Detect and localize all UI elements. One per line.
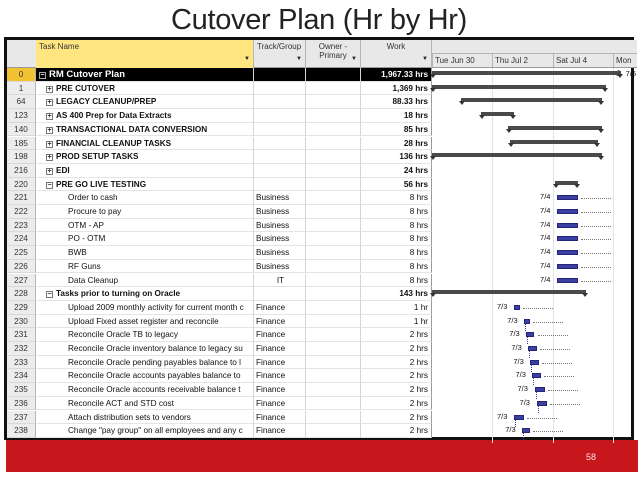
task-name: AS 400 Prep for Data Extracts bbox=[56, 111, 172, 121]
task-name-cell[interactable] bbox=[36, 178, 254, 192]
task-owner[interactable] bbox=[306, 123, 361, 137]
task-track-group[interactable] bbox=[254, 95, 306, 109]
task-track-group[interactable]: Finance bbox=[254, 411, 306, 425]
bar-date-label: 7/3 bbox=[505, 425, 516, 435]
task-name: Tasks prior to turning on Oracle bbox=[56, 289, 181, 299]
bar-date-label: 7/4 bbox=[540, 206, 551, 215]
summary-bar[interactable] bbox=[432, 85, 606, 89]
task-name-cell[interactable] bbox=[36, 95, 254, 109]
task-name: Reconcile Oracle pending payables balance to l bbox=[68, 357, 241, 367]
task-name: Data Cleanup bbox=[68, 275, 119, 285]
task-name-cell[interactable] bbox=[36, 287, 254, 301]
task-owner[interactable] bbox=[306, 205, 361, 219]
task-work[interactable]: 143 hrs bbox=[361, 287, 432, 301]
task-id: 232 bbox=[7, 342, 36, 356]
task-work[interactable]: 136 hrs bbox=[361, 150, 432, 164]
task-track-group[interactable] bbox=[254, 109, 306, 123]
task-track-group[interactable]: Finance bbox=[254, 315, 306, 329]
task-name-cell[interactable] bbox=[36, 150, 254, 164]
slide-title: Cutover Plan (Hr by Hr) bbox=[170, 4, 468, 36]
task-work[interactable]: 1 hr bbox=[361, 315, 432, 329]
resource-leader-line bbox=[523, 308, 553, 309]
collapse-icon[interactable]: − bbox=[47, 181, 52, 189]
task-work[interactable]: 2 hrs bbox=[361, 397, 432, 411]
task-name-cell[interactable] bbox=[36, 137, 254, 151]
task-name: Reconcile Oracle accounts receivable balance t bbox=[68, 385, 241, 395]
task-bar[interactable] bbox=[557, 250, 578, 255]
resource-leader-line bbox=[540, 349, 570, 350]
footer-band bbox=[6, 440, 638, 472]
task-work[interactable]: 88.33 hrs bbox=[361, 95, 432, 109]
task-track-group[interactable]: Business bbox=[254, 219, 306, 233]
resource-leader-line bbox=[548, 390, 578, 391]
bar-date-label: 7/4 bbox=[540, 247, 551, 257]
bar-date-label: 7/4 bbox=[540, 219, 551, 229]
task-work[interactable]: 8 hrs bbox=[361, 205, 432, 219]
task-id: 233 bbox=[7, 356, 36, 370]
task-id: 198 bbox=[7, 150, 36, 164]
task-track-group[interactable] bbox=[254, 164, 306, 178]
task-name: EDI bbox=[56, 165, 70, 175]
task-track-group[interactable]: Finance bbox=[254, 342, 306, 356]
expand-icon[interactable]: + bbox=[47, 140, 52, 148]
task-id: 234 bbox=[7, 369, 36, 383]
task-owner[interactable] bbox=[306, 137, 361, 151]
task-name-cell[interactable] bbox=[36, 68, 254, 82]
resource-leader-line bbox=[538, 335, 568, 336]
expand-icon[interactable]: + bbox=[47, 85, 52, 93]
task-id: 235 bbox=[7, 383, 36, 397]
timeline-week-label: Sat Jul 4 bbox=[553, 53, 613, 67]
resource-leader-line bbox=[527, 418, 557, 419]
task-track-group[interactable] bbox=[254, 178, 306, 192]
bar-date-label: 7/3 bbox=[517, 384, 528, 394]
task-id: 225 bbox=[7, 246, 36, 260]
task-id: 222 bbox=[7, 205, 36, 219]
task-owner[interactable] bbox=[306, 397, 361, 411]
task-track-group[interactable]: Finance bbox=[254, 328, 306, 342]
task-id: 1 bbox=[7, 82, 36, 96]
task-track-group[interactable]: Business bbox=[254, 260, 306, 274]
task-bar[interactable] bbox=[557, 195, 578, 200]
task-track-group[interactable] bbox=[254, 82, 306, 96]
summary-bar[interactable] bbox=[510, 140, 598, 144]
column-header-track-group[interactable] bbox=[254, 40, 306, 68]
summary-bar[interactable] bbox=[432, 71, 621, 75]
column-header-task-name-label: Task Name bbox=[39, 42, 80, 51]
resource-leader-line bbox=[581, 226, 611, 227]
timeline-week-label: Mon bbox=[613, 53, 637, 67]
task-work[interactable]: 2 hrs bbox=[361, 342, 432, 356]
task-track-group[interactable] bbox=[254, 287, 306, 301]
task-bar[interactable] bbox=[557, 223, 578, 228]
timeline-week-label: Thu Jul 2 bbox=[492, 53, 553, 67]
task-name-cell[interactable] bbox=[36, 232, 254, 246]
task-id: 123 bbox=[7, 109, 36, 123]
task-work[interactable]: 28 hrs bbox=[361, 137, 432, 151]
task-name-cell[interactable] bbox=[36, 82, 254, 96]
task-track-group[interactable]: Finance bbox=[254, 424, 306, 438]
resource-leader-line bbox=[550, 404, 580, 405]
task-track-group[interactable]: Finance bbox=[254, 397, 306, 411]
task-track-group[interactable]: IT bbox=[254, 274, 306, 288]
task-bar[interactable] bbox=[537, 401, 547, 406]
resource-leader-line bbox=[533, 322, 563, 323]
task-bar[interactable] bbox=[524, 319, 530, 324]
task-work[interactable]: 8 hrs bbox=[361, 191, 432, 205]
task-track-group[interactable]: Finance bbox=[254, 383, 306, 397]
task-work[interactable]: 8 hrs bbox=[361, 260, 432, 274]
task-work[interactable]: 8 hrs bbox=[361, 219, 432, 233]
task-track-group[interactable] bbox=[254, 150, 306, 164]
expand-icon[interactable]: + bbox=[47, 113, 52, 121]
task-name-cell[interactable] bbox=[36, 123, 254, 137]
resource-leader-line bbox=[581, 239, 611, 240]
task-id: 224 bbox=[7, 232, 36, 246]
task-bar[interactable] bbox=[532, 373, 540, 378]
summary-bar[interactable] bbox=[432, 290, 586, 294]
task-work[interactable]: 24 hrs bbox=[361, 164, 432, 178]
task-bar[interactable] bbox=[526, 332, 534, 337]
column-header-track-group-label: Track/Group bbox=[257, 42, 302, 51]
resource-leader-line bbox=[581, 281, 611, 282]
task-name: Procure to pay bbox=[68, 207, 122, 216]
task-owner[interactable] bbox=[306, 232, 361, 246]
dependency-line bbox=[538, 405, 539, 413]
task-owner[interactable] bbox=[306, 328, 361, 342]
task-owner[interactable] bbox=[306, 164, 361, 178]
task-name: Change "pay group" on all employees and any c bbox=[68, 426, 243, 436]
task-name-cell[interactable] bbox=[36, 246, 254, 260]
task-name-cell[interactable] bbox=[36, 315, 254, 329]
task-name-cell[interactable] bbox=[36, 191, 254, 205]
task-id: 227 bbox=[7, 274, 36, 288]
task-bar[interactable] bbox=[557, 264, 578, 269]
task-owner[interactable] bbox=[306, 287, 361, 301]
task-work[interactable]: 2 hrs bbox=[361, 411, 432, 425]
expand-icon[interactable]: + bbox=[47, 167, 52, 175]
task-owner[interactable] bbox=[306, 95, 361, 109]
summary-bar[interactable] bbox=[481, 112, 514, 116]
task-name: Upload 2009 monthly activity for current month c bbox=[68, 302, 244, 312]
gantt-view bbox=[4, 37, 637, 440]
task-id: 230 bbox=[7, 315, 36, 329]
bar-date-label: 7/3 bbox=[515, 370, 526, 380]
bar-date-label: 7/4 bbox=[540, 192, 551, 202]
summary-bar[interactable] bbox=[432, 153, 602, 157]
column-header-work-label: Work bbox=[386, 42, 406, 51]
task-id: 140 bbox=[7, 123, 36, 137]
task-name: FINANCIAL CLEANUP TASKS bbox=[56, 138, 172, 148]
bar-date-label: 7/4 bbox=[540, 260, 551, 270]
summary-bar[interactable] bbox=[555, 181, 578, 185]
task-name-cell[interactable] bbox=[36, 369, 254, 383]
task-name: Order to cash bbox=[68, 193, 118, 203]
summary-bar[interactable] bbox=[461, 98, 602, 102]
task-work[interactable]: 8 hrs bbox=[361, 274, 432, 288]
resource-leader-line bbox=[544, 376, 574, 377]
dependency-line bbox=[525, 323, 526, 331]
task-owner[interactable] bbox=[306, 356, 361, 370]
task-name: PO - OTM bbox=[68, 234, 106, 244]
resource-leader-line bbox=[533, 431, 563, 432]
bar-date-label: 7/5 bbox=[625, 69, 637, 78]
task-name: PROD SETUP TASKS bbox=[56, 152, 139, 162]
task-owner[interactable] bbox=[306, 301, 361, 315]
task-work[interactable]: 2 hrs bbox=[361, 424, 432, 438]
task-work[interactable]: 2 hrs bbox=[361, 328, 432, 342]
task-name-cell[interactable] bbox=[36, 328, 254, 342]
column-header-work[interactable] bbox=[361, 40, 432, 68]
task-work[interactable]: 18 hrs bbox=[361, 109, 432, 123]
dependency-line bbox=[533, 377, 534, 385]
bar-date-label: 7/4 bbox=[540, 274, 551, 284]
task-work[interactable]: 2 hrs bbox=[361, 369, 432, 383]
task-name: BWB bbox=[68, 248, 87, 258]
task-id: 185 bbox=[7, 137, 36, 151]
task-name: Reconcile Oracle TB to legacy bbox=[68, 330, 178, 340]
chevron-down-icon[interactable]: ▼ bbox=[244, 56, 250, 62]
dependency-line bbox=[536, 391, 537, 399]
collapse-icon[interactable]: − bbox=[47, 291, 52, 299]
task-id: 220 bbox=[7, 178, 36, 192]
task-id: 238 bbox=[7, 424, 36, 438]
gantt-chart-area bbox=[432, 68, 637, 443]
column-header-owner-primary[interactable] bbox=[306, 40, 361, 68]
chevron-down-icon[interactable]: ▼ bbox=[351, 56, 357, 62]
task-track-group[interactable]: Business bbox=[254, 232, 306, 246]
timeline-week-label: Tue Jun 30 bbox=[432, 53, 492, 67]
task-id: 236 bbox=[7, 397, 36, 411]
task-id: 229 bbox=[7, 301, 36, 315]
resource-leader-line bbox=[542, 363, 572, 364]
task-work[interactable]: 8 hrs bbox=[361, 232, 432, 246]
task-work[interactable]: 56 hrs bbox=[361, 178, 432, 192]
task-name-cell[interactable] bbox=[36, 219, 254, 233]
task-name-cell[interactable] bbox=[36, 109, 254, 123]
task-track-group[interactable] bbox=[254, 68, 306, 82]
task-name-cell[interactable] bbox=[36, 164, 254, 178]
task-name: Upload Fixed asset register and reconcile bbox=[68, 316, 219, 326]
task-name-cell[interactable] bbox=[36, 356, 254, 370]
resource-leader-line bbox=[581, 253, 611, 254]
task-name: PRE CUTOVER bbox=[56, 83, 115, 93]
task-work[interactable]: 85 hrs bbox=[361, 123, 432, 137]
task-name-cell[interactable] bbox=[36, 260, 254, 274]
task-owner[interactable] bbox=[306, 219, 361, 233]
expand-icon[interactable]: + bbox=[47, 154, 52, 162]
column-header-row bbox=[7, 40, 637, 68]
bar-date-label: 7/4 bbox=[540, 233, 551, 243]
column-header-task-name[interactable] bbox=[36, 40, 254, 68]
timeline-gridline bbox=[492, 68, 493, 443]
task-owner[interactable] bbox=[306, 424, 361, 438]
slide-number: 58 bbox=[586, 452, 597, 462]
task-id: 64 bbox=[7, 95, 36, 109]
column-header-owner-primary-label: Owner - Primary bbox=[318, 42, 348, 60]
task-name: PRE GO LIVE TESTING bbox=[56, 179, 147, 189]
task-bar[interactable] bbox=[530, 360, 538, 365]
task-name-cell[interactable] bbox=[36, 424, 254, 438]
expand-icon[interactable]: + bbox=[47, 126, 52, 134]
task-bar[interactable] bbox=[557, 209, 578, 214]
task-track-group[interactable]: Finance bbox=[254, 356, 306, 370]
dependency-line bbox=[529, 350, 530, 358]
task-owner[interactable] bbox=[306, 246, 361, 260]
task-name: LEGACY CLEANUP/PREP bbox=[56, 97, 157, 107]
bar-date-label: 7/3 bbox=[513, 356, 524, 366]
task-owner[interactable] bbox=[306, 260, 361, 274]
task-bar[interactable] bbox=[557, 236, 578, 241]
bar-date-label: 7/3 bbox=[509, 329, 520, 339]
task-owner[interactable] bbox=[306, 68, 361, 82]
resource-leader-line bbox=[581, 198, 611, 199]
task-id: 237 bbox=[7, 411, 36, 425]
bar-date-label: 7/3 bbox=[507, 315, 518, 325]
task-id: 221 bbox=[7, 191, 36, 205]
bar-date-label: 7/3 bbox=[497, 301, 508, 311]
task-bar[interactable] bbox=[528, 346, 536, 351]
task-name-cell[interactable] bbox=[36, 397, 254, 411]
task-name-cell[interactable] bbox=[36, 205, 254, 219]
task-track-group[interactable]: Finance bbox=[254, 369, 306, 383]
task-owner[interactable] bbox=[306, 315, 361, 329]
task-track-group[interactable]: Business bbox=[254, 205, 306, 219]
task-id: 231 bbox=[7, 328, 36, 342]
task-name: TRANSACTIONAL DATA CONVERSION bbox=[56, 124, 208, 134]
task-owner[interactable] bbox=[306, 191, 361, 205]
task-track-group[interactable] bbox=[254, 123, 306, 137]
task-work[interactable]: 2 hrs bbox=[361, 383, 432, 397]
task-id: 0 bbox=[7, 68, 36, 82]
task-bar[interactable] bbox=[522, 428, 530, 433]
task-bar[interactable] bbox=[514, 415, 524, 420]
task-owner[interactable] bbox=[306, 383, 361, 397]
task-bar[interactable] bbox=[535, 387, 545, 392]
task-name-cell[interactable] bbox=[36, 383, 254, 397]
task-id: 223 bbox=[7, 219, 36, 233]
task-name: Reconcile Oracle accounts payables balance to bbox=[68, 371, 241, 381]
task-track-group[interactable]: Business bbox=[254, 246, 306, 260]
bar-date-label: 7/3 bbox=[511, 343, 522, 352]
task-id: 216 bbox=[7, 164, 36, 178]
task-track-group[interactable] bbox=[254, 137, 306, 151]
task-id: 228 bbox=[7, 287, 36, 301]
task-name: Reconcile Oracle inventory balance to legacy su bbox=[68, 344, 243, 353]
dependency-line bbox=[523, 432, 524, 440]
resource-leader-line bbox=[581, 212, 611, 213]
task-track-group[interactable]: Finance bbox=[254, 301, 306, 315]
task-owner[interactable] bbox=[306, 411, 361, 425]
task-name: RM Cutover Plan bbox=[49, 69, 126, 80]
task-name: Attach distribution sets to vendors bbox=[68, 412, 191, 422]
task-name-cell[interactable] bbox=[36, 411, 254, 425]
task-work[interactable]: 1,967.33 hrs bbox=[361, 68, 432, 82]
task-work[interactable]: 8 hrs bbox=[361, 246, 432, 260]
task-owner[interactable] bbox=[306, 369, 361, 383]
summary-bar[interactable] bbox=[508, 126, 602, 130]
bar-date-label: 7/3 bbox=[497, 411, 508, 421]
timeline-gridline bbox=[553, 68, 554, 443]
dependency-line bbox=[531, 364, 532, 372]
task-name-cell[interactable] bbox=[36, 342, 254, 356]
dependency-line bbox=[527, 336, 528, 344]
collapse-icon[interactable]: − bbox=[40, 72, 45, 79]
task-owner[interactable] bbox=[306, 82, 361, 96]
task-work[interactable]: 1,369 hrs bbox=[361, 82, 432, 96]
resource-leader-line bbox=[581, 267, 611, 268]
chevron-down-icon[interactable]: ▼ bbox=[422, 56, 428, 62]
task-owner[interactable] bbox=[306, 150, 361, 164]
task-bar[interactable] bbox=[514, 305, 520, 310]
timeline-gridline bbox=[613, 68, 614, 443]
task-name: OTM - AP bbox=[68, 220, 104, 230]
task-owner[interactable] bbox=[306, 109, 361, 123]
task-owner[interactable] bbox=[306, 342, 361, 356]
task-name: RF Guns bbox=[68, 261, 101, 271]
task-name-cell[interactable] bbox=[36, 301, 254, 315]
bar-date-label: 7/3 bbox=[519, 397, 530, 407]
task-track-group[interactable]: Business bbox=[254, 191, 306, 205]
task-name: Reconcile ACT and STD cost bbox=[68, 398, 174, 408]
task-work[interactable]: 2 hrs bbox=[361, 356, 432, 370]
expand-icon[interactable]: + bbox=[47, 99, 52, 107]
task-work[interactable]: 1 hr bbox=[361, 301, 432, 315]
task-name-cell[interactable] bbox=[36, 274, 254, 288]
task-owner[interactable] bbox=[306, 178, 361, 192]
chevron-down-icon[interactable]: ▼ bbox=[296, 56, 302, 62]
task-owner[interactable] bbox=[306, 274, 361, 288]
task-bar[interactable] bbox=[557, 278, 578, 283]
task-id: 226 bbox=[7, 260, 36, 274]
